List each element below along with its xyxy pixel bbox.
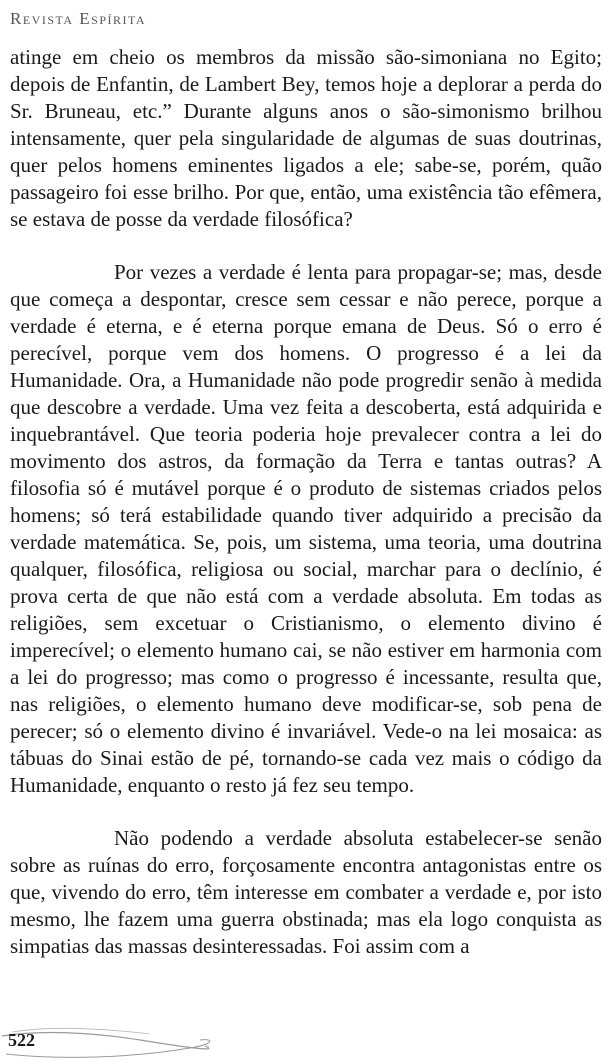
paragraph-3: Não podendo a verdade absoluta estabelecer-se senão sobre as ruínas do erro, forçosamente encontra antagonistas entre os que, vivendo do erro, têm interesse em combater a verdade e, por isto mesmo, lhe fazem uma guerra obstinada; mas ela logo conquista as simpatias das massas desinteressadas. Foi assim com a: [10, 826, 602, 958]
body-text: [10, 44, 602, 986]
running-header: Revista Espírita: [10, 9, 147, 28]
paragraph-2: Por vezes a verdade é lenta para propagar-se; mas, desde que começa a despontar, cresce sem cessar e não perece, porque a verdade é eterna, e é eterna porque emana de Deus. Só o erro é perecível, porque vem dos homens. O progresso é a lei da Humanidade. Ora, a Humanidade não pode progredir senão à medida que descobre a verdade. Uma vez feita a descoberta, está adquirida e inquebrantável. Que teoria poderia hoje prevalecer contra a lei do movimento dos astros, da formação da Terra e tantas outras? A filosofia só é mutável porque é o produto de sistemas criados pelos homens; só terá estabilidade quando tiver adquirido a precisão da verdade matemática. Se, pois, um sistema, uma teoria, uma doutrina qualquer, filosófica, religiosa ou social, marchar para o declínio, é prova certa de que não está com a verdade absoluta. Em todas as religiões, sem excetuar o Cristianismo, o elemento divino é imperecível; o elemento humano cai, se não estiver em harmonia com a lei do progresso; mas como o progresso é incessante, resulta que, nas religiões, o elemento humano deve modificar-se, sob pena de perecer; só o elemento divino é invariável. Vede-o na lei mosaica: as tábuas do Sinai estão de pé, tornando-se cada vez mais o código da Humanidade, enquanto o resto já fez seu tempo.: [10, 260, 602, 797]
paragraph-1: atinge em cheio os membros da missão são-simoniana no Egito; depois de Enfantin, de Lambert Bey, temos hoje a deplorar a perda do Sr. Bruneau, etc.” Durante alguns anos o são-simonismo brilhou intensamente, quer pela singularidade de algumas de suas doutrinas, quer pelos homens eminentes ligados a ele; sabe-se, porém, quão passageiro foi esse brilho. Por que, então, uma existência tão efêmera, se estava de posse da verdade filosófica?: [10, 45, 602, 231]
page-footer: [0, 1024, 611, 1064]
swash-ornament-icon: [0, 1024, 260, 1064]
page-number: 522: [8, 1030, 35, 1050]
